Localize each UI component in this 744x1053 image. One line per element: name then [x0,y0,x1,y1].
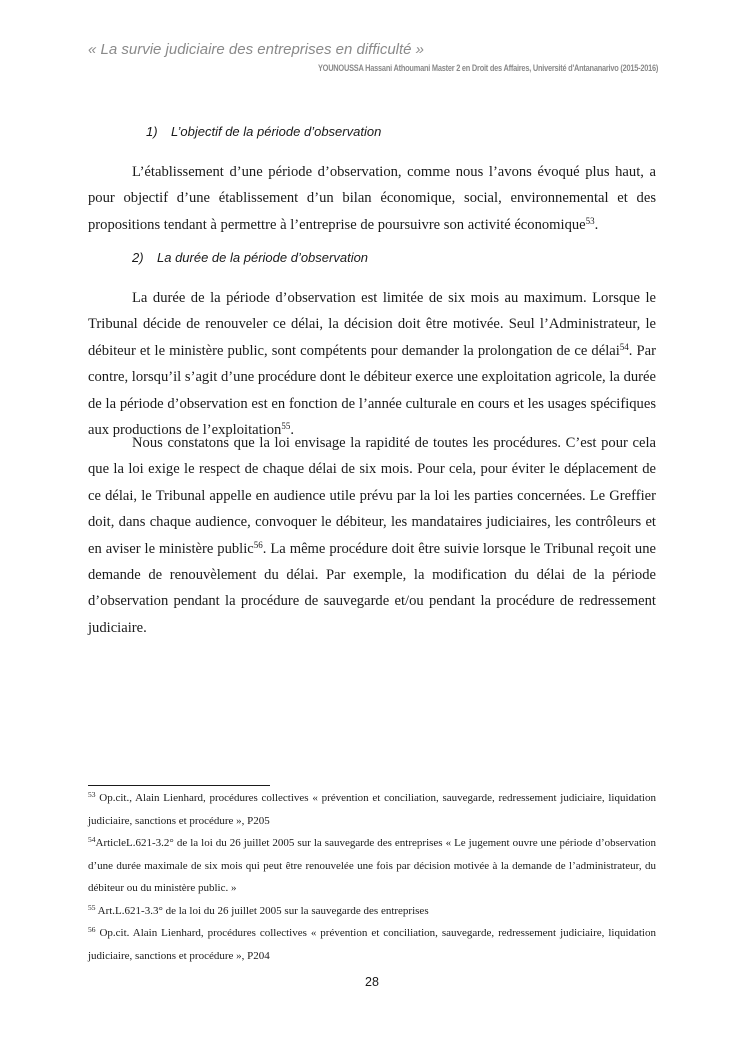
section-number: 2) [132,250,144,265]
paragraph-text: La durée de la période d’observation est limitée de six mois au maximum. Lorsque le Tribunal décide de renouveler ce délai, la décision doit être motivée. Seul l’Administrateur, le débiteur et le ministère public, sont compétents pour demander la prolongation de ce délai [88,290,656,359]
footnote-56: $^{56}$ Op.cit. Alain Lienhard, procédures collectives « prévention et conciliation, sauvegarde, redressement judiciaire, liquidation judiciaire, sanctions et procédure », P204 [88,925,656,962]
footnote-54: $^{54}$ArticleL.621-3.2° de la loi du 26 juillet 2005 sur la sauvegarde des entreprises « Le jugement ouvre une période d’observation d’une durée maximale de six mois qui peut être renouvelée une fois par décision motivée à la demande de l’administrateur, du débiteur ou du ministère public. » [88,835,656,894]
footnote-ref: 53 [585,215,595,226]
paragraph-constat [88,430,656,641]
footnote-53: $^{53}$ Op.cit., Alain Lienhard, procédures collectives « prévention et conciliation, sauvegarde, redressement judiciaire, liquidation judiciaire, sanctions et procédure », P205 [88,790,656,827]
paragraph-text: . Par contre, lorsqu’il s’agit d’une procédure dont le débiteur exerce une exploitation agricole, la durée de la période d’observation est en fonction de l’année culturale en cours et les usages spécifiques aux productions de l’exploitation [88,342,656,439]
footnote-ref: 54 [619,341,629,352]
footnote-55: $^{55}$ Art.L.621-3.3° de la loi du 26 juillet 2005 sur la sauvegarde des entreprises [88,902,429,917]
section-heading-objectif [146,124,381,139]
footnote-ref: 56 [253,539,263,550]
section-heading-duree [132,250,368,265]
paragraph-text: . La même procédure doit être suivie lorsque le Tribunal reçoit une demande de renouvèlement du délai. Par exemple, la modification du délai de la période d’observation pendant la procédure de sauvegarde et/ou pendant la procédure de redressement judiciaire. [88,540,656,636]
section-number: 1) [146,124,158,139]
paragraph-objectif: L’établissement d’une période d’observation, comme nous l’avons évoqué plus haut, a pour objectif d’une établissement d’un bilan économique, social, environnemental et des propositions tendant à permettre à l’entreprise de poursuivre son activité économique$^{53}$. [88,164,656,233]
paragraph-duree: La durée de la période d’observation est limitée de six mois au maximum. Lorsque le Tribunal décide de renouveler ce délai, la décision doit être motivée. Seul l’Administrateur, le débiteur et le ministère public, sont compétents pour demander la prolongation de ce délai$^{54}$. Par contre, lorsqu’il s’agit d’une procédure dont le débiteur exerce une exploitation agricole, la durée de la période d’observation est en fonction de l’année culturale en cours et les usages spécifiques aux productions de l’exploitation$^{55}$. [88,290,656,439]
footnote-ref: 55 [281,421,291,432]
footnote-separator [88,785,270,786]
footnotes [88,787,656,967]
paragraph-text: L’établissement d’une période d’observation, comme nous l’avons évoqué plus haut, a pour objectif d’une établissement d’un bilan économique, social, environnemental et des propositions tendant à permettre à l’entreprise de poursuivre son activité économique [88,164,656,233]
section-title: La durée de la période d’observation [157,250,369,265]
page-number: 28 [365,975,379,989]
section-title: L’objectif de la période d’observation [171,124,382,139]
running-header-author: YOUNOUSSA Hassani Athoumani Master 2 en Droit des Affaires, Université d'Antananarivo (2015-2016) [317,63,658,74]
paragraph-text: Nous constatons que la loi envisage la rapidité de toutes les procédures. C’est pour cela que la loi exige le respect de chaque délai de six mois. Pour cela, pour éviter le déplacement de ce délai, le Tribunal appelle en audience utile prévu par la loi les parties concernées. Le Greffier doit, dans chaque audience, convoquer le débiteur, les mandataires judiciaires, les contrôleurs et en aviser le ministère public [88,435,656,557]
running-header-title: « La survie judiciaire des entreprises en difficulté » [88,41,425,58]
